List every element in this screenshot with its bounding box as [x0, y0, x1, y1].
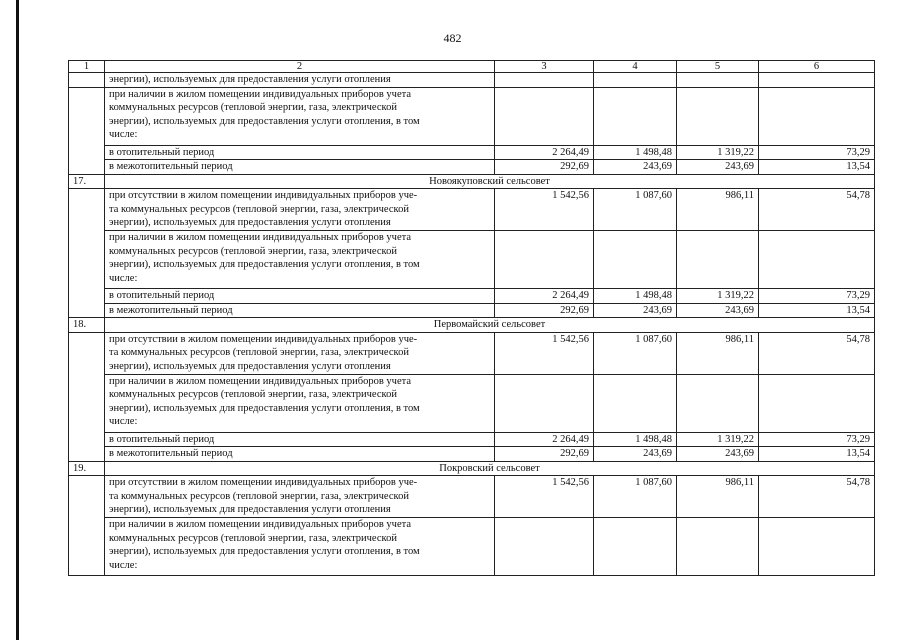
- header-col-4: 4: [594, 61, 677, 73]
- continuation-row: [69, 73, 875, 88]
- section-2-title: Покровский сельсовет: [105, 461, 875, 476]
- top-nonheating-label: в межотопительный период: [105, 160, 495, 175]
- section-1-nonheating-col4: 243,69: [594, 447, 677, 462]
- section-1-notmeter-description: при отсутствии в жилом помещении индивидуальных приборов уче- та коммунальных ресурсов (тепловой энергии, газа, электрической энергии), используемых для предоставления услуги отопления: [105, 332, 495, 374]
- header-col-3: 3: [495, 61, 594, 73]
- section-2-notmeter-col5: 986,11: [677, 476, 759, 518]
- section-2-notmeter-row: [69, 476, 875, 518]
- table-body: [69, 61, 875, 576]
- top-nonheating-col3: 292,69: [495, 160, 594, 175]
- section-2-meter-description: при наличии в жилом помещении индивидуальных приборов учета коммунальных ресурсов (тепловой энергии, газа, электрической энергии), используемых для предоставления услуги отопления, в том числе:: [105, 518, 495, 576]
- section-2-notmeter-col4: 1 087,60: [594, 476, 677, 518]
- section-2-notmeter-col6: 54,78: [759, 476, 875, 518]
- section-1-meter-col6-empty: [759, 374, 875, 432]
- section-1-notmeter-row: [69, 332, 875, 374]
- section-1-meter-col3-empty: [495, 374, 594, 432]
- section-2-meter-col3-empty: [495, 518, 594, 576]
- section-2-number-empty: [69, 476, 105, 576]
- section-1-meter-row: [69, 374, 875, 432]
- section-1-title: Первомайский сельсовет: [105, 318, 875, 333]
- section-0-notmeter-col6: 54,78: [759, 189, 875, 231]
- header-col-6: 6: [759, 61, 875, 73]
- section-0-title: Новоякуповский сельсовет: [105, 174, 875, 189]
- section-0-heating-row: [69, 289, 875, 304]
- section-1-nonheating-col3: 292,69: [495, 447, 594, 462]
- top-heating-label: в отопительный период: [105, 145, 495, 160]
- top-heating-col4: 1 498,48: [594, 145, 677, 160]
- section-1-meter-col4-empty: [594, 374, 677, 432]
- section-1-heating-col5: 1 319,22: [677, 432, 759, 447]
- header-col-5: 5: [677, 61, 759, 73]
- section-1-heating-label: в отопительный период: [105, 432, 495, 447]
- section-0-heating-col5: 1 319,22: [677, 289, 759, 304]
- section-0-meter-row: [69, 231, 875, 289]
- cont-col4-empty: [594, 73, 677, 88]
- cont-col3-empty: [495, 73, 594, 88]
- header-col-2: 2: [105, 61, 495, 73]
- top-nonheating-col5: 243,69: [677, 160, 759, 175]
- scan-edge-bar: [16, 0, 19, 640]
- section-1-notmeter-col4: 1 087,60: [594, 332, 677, 374]
- table-header-row: [69, 61, 875, 73]
- top-meter-col6-empty: [759, 87, 875, 145]
- cont-col5-empty: [677, 73, 759, 88]
- top-heating-row: [69, 145, 875, 160]
- section-0-nonheating-label: в межотопительный период: [105, 303, 495, 318]
- top-nonheating-col6: 13,54: [759, 160, 875, 175]
- section-2-meter-col6-empty: [759, 518, 875, 576]
- row-number-empty: [69, 73, 105, 88]
- section-0-nonheating-col3: 292,69: [495, 303, 594, 318]
- section-1-meter-col5-empty: [677, 374, 759, 432]
- top-meter-col3-empty: [495, 87, 594, 145]
- top-meter-col5-empty: [677, 87, 759, 145]
- section-1-nonheating-row: [69, 447, 875, 462]
- section-1-title-row: [69, 318, 875, 333]
- section-0-notmeter-description: при отсутствии в жилом помещении индивидуальных приборов уче- та коммунальных ресурсов (тепловой энергии, газа, электрической энергии), используемых для предоставления услуги отопления: [105, 189, 495, 231]
- section-2-title-row: [69, 461, 875, 476]
- section-1-heating-col6: 73,29: [759, 432, 875, 447]
- top-meter-description: при наличии в жилом помещении индивидуальных приборов учета коммунальных ресурсов (тепловой энергии, газа, электрической энергии), используемых для предоставления услуги отопления, в том числе:: [105, 87, 495, 145]
- section-1-nonheating-col6: 13,54: [759, 447, 875, 462]
- section-0-meter-description: при наличии в жилом помещении индивидуальных приборов учета коммунальных ресурсов (тепловой энергии, газа, электрической энергии), используемых для предоставления услуги отопления, в том числе:: [105, 231, 495, 289]
- section-0-number-empty: [69, 189, 105, 318]
- section-0-number: 17.: [69, 174, 105, 189]
- section-0-notmeter-row: [69, 189, 875, 231]
- section-2-notmeter-col3: 1 542,56: [495, 476, 594, 518]
- top-heating-col5: 1 319,22: [677, 145, 759, 160]
- section-0-notmeter-col4: 1 087,60: [594, 189, 677, 231]
- section-2-notmeter-description: при отсутствии в жилом помещении индивидуальных приборов уче- та коммунальных ресурсов (тепловой энергии, газа, электрической энергии), используемых для предоставления услуги отопления: [105, 476, 495, 518]
- section-0-meter-col4-empty: [594, 231, 677, 289]
- section-1-heating-col3: 2 264,49: [495, 432, 594, 447]
- section-1-number: 18.: [69, 318, 105, 333]
- section-0-nonheating-col5: 243,69: [677, 303, 759, 318]
- top-meter-row: [69, 87, 875, 145]
- section-0-meter-col6-empty: [759, 231, 875, 289]
- section-0-meter-col3-empty: [495, 231, 594, 289]
- section-2-meter-row: [69, 518, 875, 576]
- tariff-table: [68, 60, 875, 576]
- section-0-heating-col6: 73,29: [759, 289, 875, 304]
- section-1-meter-description: при наличии в жилом помещении индивидуальных приборов учета коммунальных ресурсов (тепловой энергии, газа, электрической энергии), используемых для предоставления услуги отопления, в том числе:: [105, 374, 495, 432]
- section-1-notmeter-col5: 986,11: [677, 332, 759, 374]
- section-1-number-empty: [69, 332, 105, 461]
- top-nonheating-row: [69, 160, 875, 175]
- section-0-title-row: [69, 174, 875, 189]
- section-1-nonheating-col5: 243,69: [677, 447, 759, 462]
- section-0-notmeter-col5: 986,11: [677, 189, 759, 231]
- top-heating-col6: 73,29: [759, 145, 875, 160]
- description-cell: энергии), используемых для предоставления услуги отопления: [105, 73, 495, 88]
- section-1-notmeter-col6: 54,78: [759, 332, 875, 374]
- header-col-1: 1: [69, 61, 105, 73]
- section-0-nonheating-row: [69, 303, 875, 318]
- top-meter-col4-empty: [594, 87, 677, 145]
- section-1-nonheating-label: в межотопительный период: [105, 447, 495, 462]
- section-2-meter-col4-empty: [594, 518, 677, 576]
- section-2-meter-col5-empty: [677, 518, 759, 576]
- section-0-heating-col4: 1 498,48: [594, 289, 677, 304]
- section-0-heating-label: в отопительный период: [105, 289, 495, 304]
- top-heating-col3: 2 264,49: [495, 145, 594, 160]
- section-1-notmeter-col3: 1 542,56: [495, 332, 594, 374]
- cont-col6-empty: [759, 73, 875, 88]
- section-2-number: 19.: [69, 461, 105, 476]
- section-0-heating-col3: 2 264,49: [495, 289, 594, 304]
- section-0-meter-col5-empty: [677, 231, 759, 289]
- page-number: 482: [443, 31, 462, 45]
- top-nonheating-col4: 243,69: [594, 160, 677, 175]
- section-1-heating-col4: 1 498,48: [594, 432, 677, 447]
- section-0-nonheating-col6: 13,54: [759, 303, 875, 318]
- section-0-nonheating-col4: 243,69: [594, 303, 677, 318]
- top-number-empty: [69, 87, 105, 174]
- section-0-notmeter-col3: 1 542,56: [495, 189, 594, 231]
- section-1-heating-row: [69, 432, 875, 447]
